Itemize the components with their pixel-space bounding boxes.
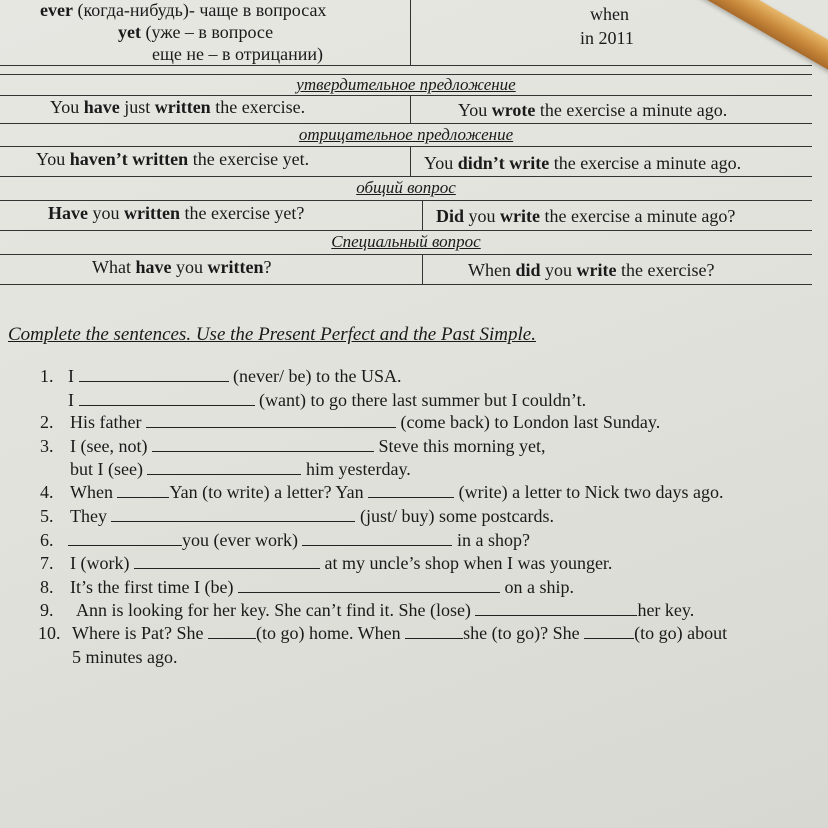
yet-note: yet (уже – в вопросе: [118, 22, 274, 42]
answer-blank[interactable]: [134, 554, 320, 569]
sentence-3b: but I (see) him yesterday.: [70, 459, 411, 479]
table-row-special-question: [0, 255, 812, 285]
answer-blank[interactable]: [146, 413, 396, 428]
answer-blank[interactable]: [111, 507, 355, 522]
general-q-pp: Have you written the exercise yet?: [48, 203, 305, 223]
sentence-7: I (work) at my uncle’s shop when I was younger.: [70, 553, 613, 573]
answer-blank[interactable]: [208, 624, 256, 639]
sentence-8: It’s the first time I (be) on a ship.: [70, 577, 574, 597]
sentence-6: you (ever work) in a shop?: [68, 530, 530, 551]
answer-blank[interactable]: [584, 624, 634, 639]
item-number-3: 3.: [40, 436, 54, 456]
table-row-affirmative: [0, 96, 812, 124]
sentence-10-cont: 5 minutes ago.: [72, 647, 178, 667]
negative-pp: You haven’t written the exercise yet.: [36, 149, 310, 169]
item-number-4: 4.: [40, 482, 54, 502]
sentence-5: They (just/ buy) some postcards.: [70, 506, 554, 526]
negative-ps: You didn’t write the exercise a minute ago.: [424, 153, 742, 173]
item-number-5: 5.: [40, 506, 54, 526]
special-q-pp: What have you written?: [92, 257, 272, 277]
item-number-1: 1.: [40, 366, 54, 386]
answer-blank[interactable]: [475, 601, 637, 616]
affirmative-pp: You have just written the exercise.: [50, 97, 306, 117]
exercise-title: Complete the sentences. Use the Present Perfect and the Past Simple.: [8, 324, 536, 345]
sentence-10: Where is Pat? She (to go) home. When she (to go)? She (to go) about: [72, 623, 728, 643]
affirmative-ps: You wrote the exercise a minute ago.: [458, 100, 728, 120]
item-number-6: 6.: [40, 530, 54, 550]
answer-blank[interactable]: [68, 531, 182, 546]
answer-blank[interactable]: [79, 367, 229, 382]
ever-note: ever (когда-нибудь)- чаще в вопросах: [40, 0, 327, 20]
yet-neg-note: еще не – в отрицании): [152, 44, 323, 64]
sentence-3a: I (see, not) Steve this morning yet,: [70, 436, 546, 456]
in2011-label: in 2011: [580, 28, 634, 48]
item-number-7: 7.: [40, 553, 54, 573]
sentence-1a: I (never/ be) to the USA.: [68, 366, 402, 386]
sentence-9: Ann is looking for her key. She can’t find it. She (lose) her key.: [76, 600, 695, 620]
item-number-10: 10.: [38, 623, 61, 643]
sentence-1b: I (want) to go there last summer but I couldn’t.: [68, 390, 587, 410]
sentence-4: When Yan (to write) a letter? Yan (write) a letter to Nick two days ago.: [70, 482, 724, 502]
special-q-ps: When did you write the exercise?: [468, 260, 715, 280]
answer-blank[interactable]: [238, 578, 500, 593]
item-number-9: 9.: [40, 600, 54, 620]
heading-general-question: общий вопрос: [0, 177, 812, 201]
table-row-usage: [0, 0, 812, 66]
when-label: when: [590, 4, 629, 24]
answer-blank[interactable]: [368, 483, 454, 498]
heading-special-question: Специальный вопрос: [0, 231, 812, 255]
answer-blank[interactable]: [117, 483, 169, 498]
answer-blank[interactable]: [405, 624, 463, 639]
item-number-8: 8.: [40, 577, 54, 597]
general-q-ps: Did you write the exercise a minute ago?: [436, 206, 736, 226]
table-row-negative: [0, 147, 812, 177]
sentence-2: His father (come back) to London last Sunday.: [70, 412, 661, 432]
heading-negative: отрицательное предложение: [0, 124, 812, 147]
heading-affirmative: утвердительное предложение: [0, 74, 812, 96]
table-row-general-question: [0, 201, 812, 231]
item-number-2: 2.: [40, 412, 54, 432]
answer-blank[interactable]: [79, 391, 255, 406]
answer-blank[interactable]: [302, 531, 452, 546]
answer-blank[interactable]: [152, 437, 374, 452]
answer-blank[interactable]: [147, 460, 301, 475]
